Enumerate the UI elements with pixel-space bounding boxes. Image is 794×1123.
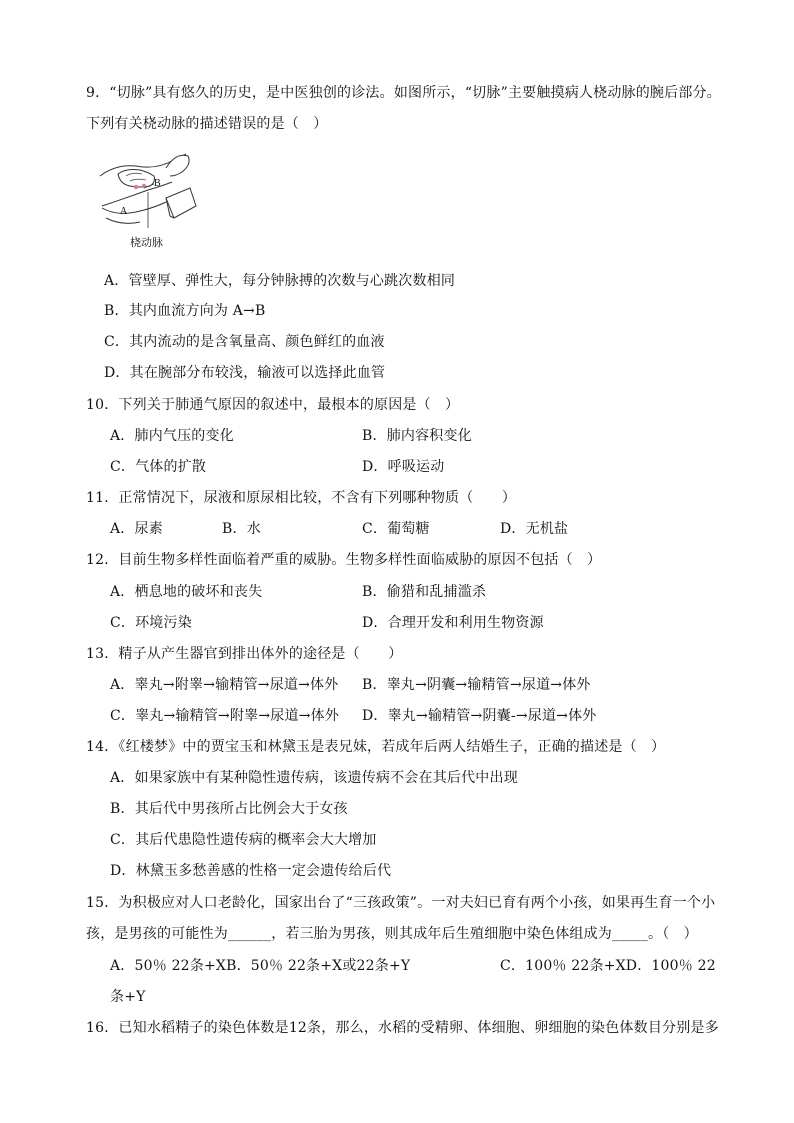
question-14-option-b: B．其后代中男孩所占比例会大于女孩: [110, 801, 348, 817]
wrist-pulse-illustration: [96, 146, 204, 256]
question-12-option-a: A．栖息地的破坏和丧失: [110, 584, 263, 600]
question-10-stem: 10．下列关于肺通气原因的叙述中，最根本的原因是（ ）: [86, 397, 460, 413]
question-9-option-b: B．其内血流方向为 A→B: [104, 303, 266, 319]
figure-caption: 桡动脉: [130, 236, 163, 249]
question-15-options-line-1-right: C．100％ 22条+XD．100％ 22: [500, 958, 716, 974]
question-14-option-d: D．林黛玉多愁善感的性格一定会遗传给后代: [110, 863, 392, 879]
question-15-stem-line-1: 15．为积极应对人口老龄化，国家出台了“三孩政策”。一对夫妇已育有两个小孩，如果再生育一个小: [86, 895, 716, 911]
radial-artery-figure: [96, 146, 204, 256]
question-10-option-b: B．肺内容积变化: [362, 428, 472, 444]
question-11-option-d: D．无机盐: [500, 521, 569, 537]
figure-label-a: A: [120, 206, 128, 217]
question-13-option-d: D．睾丸→输精管→阴囊-→尿道→体外: [362, 708, 597, 724]
question-11-option-b: B．水: [222, 521, 261, 537]
question-10-option-c: C．气体的扩散: [110, 459, 207, 475]
question-12-option-c: C．环境污染: [110, 615, 192, 631]
question-14-stem: 14．《红楼梦》中的贾宝玉和林黛玉是表兄妹，若成年后两人结婚生子，正确的描述是（ ）: [86, 739, 666, 755]
question-10-option-a: A．肺内气压的变化: [110, 428, 234, 444]
question-11-option-c: C．葡萄糖: [362, 521, 430, 537]
question-15-options-line-2: 条+Y: [110, 989, 146, 1005]
question-9-stem-line-2: 下列有关桡动脉的描述错误的是（ ）: [86, 116, 328, 132]
question-11-option-a: A．尿素: [110, 521, 163, 537]
figure-label-b: B: [154, 178, 161, 189]
question-13-option-a: A．睾丸→附睾→输精管→尿道→体外: [110, 677, 339, 693]
question-14-option-a: A．如果家族中有某种隐性遗传病，该遗传病不会在其后代中出现: [110, 770, 518, 786]
pulse-point-a: [134, 185, 138, 189]
question-9-option-c: C．其内流动的是含氧量高、颜色鲜红的血液: [104, 334, 385, 350]
question-13-option-c: C．睾丸→输精管→附睾→尿道→体外: [110, 708, 340, 724]
question-10-option-d: D．呼吸运动: [362, 459, 445, 475]
question-16-stem-line-1: 16．已知水稻精子的染色体数是12条，那么，水稻的受精卵、体细胞、卵细胞的染色体数目分别是多: [86, 1020, 719, 1036]
question-11-stem: 11．正常情况下，尿液和原尿相比较，不含有下列哪种物质（ ）: [86, 490, 517, 506]
question-15-options-line-1-left: A．50％ 22条+XB．50％ 22条+X或22条+Y: [110, 958, 411, 974]
question-14-option-c: C．其后代患隐性遗传病的概率会大大增加: [110, 832, 377, 848]
question-12-option-d: D．合理开发和利用生物资源: [362, 615, 544, 631]
question-12-stem: 12．目前生物多样性面临着严重的威胁。生物多样性面临威胁的原因不包括（ ）: [86, 552, 602, 568]
question-9-stem-line-1: 9．“切脉”具有悠久的历史，是中医独创的诊法。如图所示，“切脉”主要触摸病人桡动脉的腕后部分。: [86, 85, 721, 101]
question-9-option-a: A．管壁厚、弹性大，每分钟脉搏的次数与心跳次数相同: [104, 273, 456, 289]
question-9-option-d: D．其在腕部分布较浅，输液可以选择此血管: [104, 365, 386, 381]
question-15-stem-line-2: 孩，是男孩的可能性为______，若三胎为男孩，则其成年后生殖细胞中染色体组成为_____。（ ）: [86, 926, 698, 942]
question-13-option-b: B．睾丸→阴囊→输精管→尿道→体外: [362, 677, 591, 693]
question-12-option-b: B．偷猎和乱捕滥杀: [362, 584, 487, 600]
question-13-stem: 13．精子从产生器官到排出体外的途径是（ ）: [86, 646, 403, 662]
